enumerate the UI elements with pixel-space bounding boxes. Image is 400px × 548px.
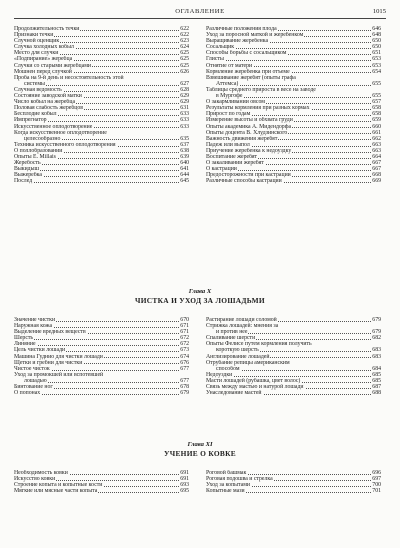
toc-entry-page: 631	[180, 105, 189, 112]
toc-entry-page: 663	[372, 147, 381, 154]
toc-entry-page: 687	[372, 384, 381, 391]
toc-entry-title: Случной оценщик	[14, 38, 60, 45]
toc-entry-title: Проба на 9-й день и несостоятельность этой	[14, 74, 124, 81]
toc-entry-page: 677	[180, 365, 189, 372]
toc-entry-page: 645	[180, 178, 189, 185]
chapter-label: Глава X	[188, 288, 212, 295]
toc-entry-title: Опыты академика А. Мидендорфа	[206, 123, 292, 130]
toc-entry-page: 654	[372, 68, 381, 75]
toc-entry-title: О попонах	[14, 390, 41, 397]
toc-entry-page: 662	[372, 135, 381, 142]
toc-entry-title: Случка холодных кобыл	[14, 44, 74, 51]
toc-entry-page: 633	[180, 111, 189, 118]
toc-entry-title: Недоуздки	[206, 371, 233, 378]
toc-entry-page: 691	[180, 470, 189, 476]
toc-entry-title: Импрегнатор	[14, 117, 47, 124]
toc-entry-page: 679	[372, 317, 381, 323]
toc-entry-title: Результаты кормления при разных кормах	[206, 105, 310, 112]
toc-entry-page: 664	[372, 153, 381, 160]
toc-entry-title: способом	[216, 365, 240, 372]
toc-entry-title: Мошнен перед случкой	[14, 68, 72, 75]
toc-entry-page: 672	[180, 335, 189, 342]
toc-entry-page: 629	[180, 93, 189, 100]
toc-entry-page: 667	[372, 160, 381, 167]
toc-entry-page: 653	[372, 62, 381, 69]
toc-entry-title: Связь между мастью и натурой лошади	[206, 384, 304, 391]
toc-entry-title: Прирост по годам	[206, 111, 251, 118]
toc-entry-title: системы	[24, 80, 45, 87]
toc-entry-title: Цель чистки лошади	[14, 347, 66, 354]
toc-entry-page: 663	[372, 141, 381, 148]
toc-entry-title: Способы борьбы с сосальщиком	[206, 50, 287, 57]
toc-entry-page: 658	[372, 111, 381, 118]
toc-column-left	[14, 317, 189, 396]
toc-entry-page: 638	[180, 147, 189, 154]
toc-entry-title: Случки со старыми жеребцами	[14, 62, 91, 69]
toc-entry-title: Унаследование мастей	[206, 390, 262, 397]
toc-entry-title: Наружная кожа	[14, 323, 53, 330]
toc-entry-page: 629	[180, 99, 189, 106]
toc-entry-page: 678	[180, 384, 189, 391]
toc-entry-page: 661	[372, 129, 381, 136]
toc-entry-title: Падеж или выпол	[206, 141, 250, 148]
page-number: 1015	[372, 8, 386, 15]
toc-entry-page: 628	[180, 86, 189, 93]
toc-entry-title: Выделение вредных веществ	[14, 329, 86, 336]
toc-entry-title: Чистое чисток	[14, 365, 50, 372]
chapter-x-heading	[0, 288, 400, 305]
toc-entry	[206, 488, 381, 494]
toc-entry-title: Взвешивание жеребят (опыты графа	[206, 74, 296, 81]
toc-entry-page: 685	[372, 371, 381, 378]
toc-column-left	[14, 470, 189, 494]
toc-entry-title: Когда искусственное оплодотворение	[14, 129, 107, 136]
toc-entry-page: 626	[180, 68, 189, 75]
toc-entry-title: О кастрации	[206, 166, 237, 173]
toc-entry-page: 625	[180, 50, 189, 57]
toc-entry-page: 655	[372, 80, 381, 87]
toc-entry-page: 622	[180, 26, 189, 32]
chapter-title: ЧИСТКА И УХОД ЗА ЛОШАДЬМИ	[135, 296, 265, 305]
toc-entry-page: 701	[372, 488, 381, 495]
toc-entry-title: Место для случки	[14, 50, 59, 57]
toc-entry-title: Искусство ковки	[14, 476, 56, 483]
toc-entry-title: Различные положения плода	[206, 26, 277, 32]
toc-entry-title: Продолжительность течки	[14, 26, 80, 32]
chapter-title: УЧЕНИЕ О КОВКЕ	[164, 449, 236, 458]
toc-entry-title: Кормление жеребенка при отъеме	[206, 68, 290, 75]
toc-entry-page: 670	[180, 317, 189, 323]
toc-entry-title: Роговая подошва и стрелка	[206, 476, 273, 483]
toc-entry-page: 624	[180, 44, 189, 51]
toc-entry-title: «Подпирание» жеребца	[14, 56, 73, 63]
toc-entry-title: Растирание лошади соломой	[206, 317, 277, 323]
toc-entry-title: Случная ведомость	[14, 86, 62, 93]
toc-entry-title: Сосальщик	[206, 44, 235, 51]
toc-entry-title: Жеребость	[14, 160, 41, 167]
toc-entry-page: 623	[180, 38, 189, 45]
toc-entry-page: 669	[372, 178, 381, 185]
toc-entry-title: и против нее	[216, 329, 248, 336]
toc-entry-page: 676	[180, 359, 189, 366]
toc-entry-page: 677	[180, 377, 189, 384]
toc-entry-page: 683	[372, 353, 381, 360]
toc-entry-page: 639	[180, 153, 189, 160]
toc-entry-title: Роговой башмак	[206, 470, 247, 476]
toc-entry-title: Важность движения жеребят	[206, 135, 278, 142]
toc-entry-page: 682	[372, 335, 381, 342]
toc-entry-title: Послед	[14, 178, 33, 185]
toc-entry-title: Выкидыш	[14, 166, 39, 173]
toc-entry-page: 688	[372, 390, 381, 397]
toc-entry-page: 673	[180, 347, 189, 354]
toc-entry-page: 671	[180, 329, 189, 336]
toc-entry-title: Отрубание репицы американским	[206, 359, 290, 366]
toc-entry-title: Приучение жеребенка к недоуздку	[206, 147, 292, 154]
toc-entry-page: 683	[372, 347, 381, 354]
toc-entry-title: Выращивание жеребенка	[206, 38, 269, 45]
toc-entry-title: Воспитание жеребят	[206, 153, 258, 160]
toc-entry-page: 633	[180, 123, 189, 130]
toc-entry-page: 685	[372, 377, 381, 384]
toc-entry-page: 644	[180, 172, 189, 179]
toc-entry-page: 658	[372, 105, 381, 112]
toc-entry-page: 637	[180, 141, 189, 148]
toc-column-right	[206, 317, 381, 396]
toc-entry-title: О закармливании овсом	[206, 99, 265, 106]
toc-entry-title: Опыты E. Millais	[14, 153, 56, 160]
toc-entry-page: 679	[372, 329, 381, 336]
toc-entry-title: Половая слабость жеребцов	[14, 105, 84, 112]
toc-entry-title: целесообразно	[24, 135, 61, 142]
toc-entry-page: 697	[372, 476, 381, 483]
toc-column-left	[14, 26, 189, 184]
toc-entry-title: Выжеребка	[14, 172, 42, 179]
chapter-label: Глава XI	[187, 441, 213, 448]
toc-entry-title: Отнятие от матери	[206, 62, 253, 69]
toc-entry-page: 655	[372, 93, 381, 100]
toc-entry-title: Значение чистки	[14, 317, 56, 323]
toc-entry-title: Копытные мази	[206, 488, 245, 495]
toc-entry-title: Глисты	[206, 56, 224, 63]
toc-entry-title: Уход за промокшей или вспотевшей	[14, 371, 104, 378]
toc-entry-title: О поллобразовании	[14, 147, 63, 154]
toc-entry-title: в Мургофе	[216, 93, 243, 100]
toc-entry-page: 660	[372, 123, 381, 130]
toc-entry-title: Измерение высоты и обхвата груди	[206, 117, 293, 124]
toc-entry-title: Искусственное оплодотворение	[14, 123, 93, 130]
toc-entry-title: лошадью	[24, 377, 47, 384]
toc-entry-page: 691	[180, 476, 189, 483]
toc-entry-page: 625	[180, 56, 189, 63]
toc-entry-page: 667	[372, 166, 381, 173]
toc-column-right	[206, 470, 381, 494]
toc-entry-page: 659	[372, 117, 381, 124]
toc-entry-page: 640	[180, 160, 189, 167]
toc-entry-page: 627	[180, 80, 189, 87]
toc-entry-title: короткую шерсть	[216, 347, 259, 354]
toc-entry-title: Число кобыл на жеребца	[14, 99, 76, 106]
toc-entry-title: Аттемса)	[216, 80, 239, 87]
toc-entry-title: Опыты Фелисе путем кормления получить	[206, 341, 312, 348]
toc-entry-title: Щетки и гребни для чистки	[14, 359, 83, 366]
toc-entry-title: Техника искусственного оплодотворения	[14, 141, 116, 148]
toc-entry-title: Машина Гуднио для чистки лошади	[14, 353, 103, 360]
toc-entry-title: Опыты доцента В. Хлудзинского	[206, 129, 288, 136]
toc-entry-page: 646	[372, 26, 381, 32]
toc-entry-page: 684	[372, 365, 381, 372]
toc-entry-title: Бесплодие кобыл	[14, 111, 57, 118]
toc-entry-page: 674	[180, 353, 189, 360]
toc-entry-title: Уход за поросной маткой и жеребенком	[206, 32, 304, 39]
toc-entry-title: Уход за копытами	[206, 482, 251, 489]
toc-entry	[14, 390, 189, 396]
toc-entry-page: 622	[180, 32, 189, 39]
toc-entry-page: 700	[372, 482, 381, 489]
page-header	[14, 6, 386, 19]
toc-entry-page: 679	[180, 390, 189, 397]
toc-entry-page: 653	[372, 56, 381, 63]
toc-entry-title: Предосторожности при кастрации	[206, 172, 291, 179]
toc-column-right	[206, 26, 381, 184]
toc-entry-title: Шерсть	[14, 335, 34, 342]
toc-entry	[14, 178, 189, 184]
toc-entry-title: Спаливание шерсти	[206, 335, 256, 342]
toc-entry-page: 693	[180, 482, 189, 489]
toc-entry-page: 668	[372, 172, 381, 179]
toc-entry-title: Строение копыта и копытные кости	[14, 482, 103, 489]
toc-entry-page: 650	[372, 44, 381, 51]
toc-entry	[14, 488, 189, 494]
toc-entry-title: Линяние	[14, 341, 36, 348]
toc-entry-title: Различные способы кастрации	[206, 178, 282, 185]
toc-entry-title: Масти лошадей (рубашка, цвет волос)	[206, 377, 301, 384]
toc-entry-title: Бинтование ног	[14, 384, 53, 391]
toc-entry-page: 648	[372, 32, 381, 39]
toc-entry-title: Необходимость ковки	[14, 470, 68, 476]
toc-entry	[206, 390, 381, 396]
toc-entry-page: 633	[180, 117, 189, 124]
toc-entry-title: Мягкие или мясные части копыта	[14, 488, 98, 495]
toc-entry-page: 696	[372, 470, 381, 476]
toc-entry-title: Состояние заводской матки	[14, 93, 82, 100]
chapter-xi-heading	[0, 441, 400, 458]
toc-entry-title: О закаливании жеребят	[206, 160, 264, 167]
toc-entry-page: 635	[180, 135, 189, 142]
toc-entry-page: 657	[372, 99, 381, 106]
toc-entry-page: 641	[180, 166, 189, 173]
header-title: ОГЛАВЛЕНИЕ	[175, 8, 225, 15]
toc-entry-page: 672	[180, 341, 189, 348]
toc-entry-page: 625	[180, 62, 189, 69]
toc-entry-page: 695	[180, 488, 189, 495]
toc-entry-title: Англизирование лошадей	[206, 353, 270, 360]
toc-entry-title: Таблицы среднего прироста в весе на заводе	[206, 86, 316, 93]
toc-entry-page: 651	[372, 50, 381, 57]
toc-entry-title: Стрижка лошадей: мнения за	[206, 323, 279, 330]
toc-entry-page: 671	[180, 323, 189, 330]
toc-entry-title: Признаки течки	[14, 32, 54, 39]
toc-entry-page: 650	[372, 38, 381, 45]
toc-entry	[206, 178, 381, 184]
